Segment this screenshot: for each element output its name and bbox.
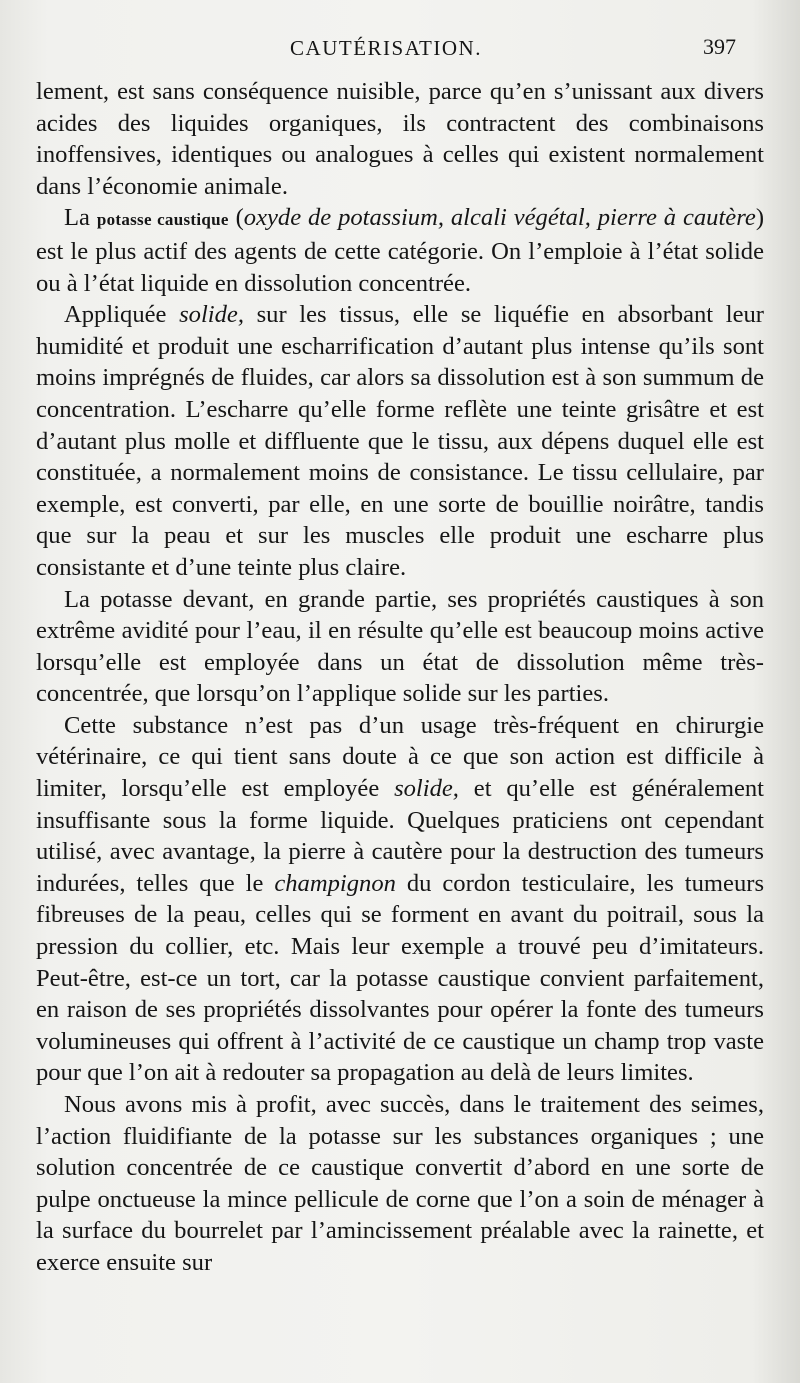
text-run: sur les tissus, elle se liquéfie en absorbant leur humidité et produit une escharrification d’autant plus intense qu’ils sont moins imprégnés de fluides, car alors sa dissolution est à son summum de concentration. L’escharre qu’elle forme reflète une teinte grisâtre et est d’autant plus molle et diffluente que le tissu, aux dépens duquel elle est constituée, a normalement moins de consistance. Le tissu cellulaire, par exemple, est converti, par elle, en une sorte de bouillie noirâtre, tandis que sur la peau et sur les muscles elle produit une escharre plus consistante et d’une teinte plus claire. <box>36 301 764 581</box>
running-title: CAUTÉRISATION. <box>290 36 482 60</box>
text-run: Nous avons mis à profit, avec succès, dans le traitement des seimes, l’action fluidifiante de la potasse sur les substances organiques ; une solution concentrée de ce caustique convertit d’abord en une sorte de pulpe onctueuse la mince pellicule de corne que l’on a soin de ménager à la surface du bourrelet par l’amincissement préalable avec la rainette, et exerce ensuite sur <box>36 1091 764 1276</box>
paragraph <box>36 299 764 583</box>
paragraph <box>36 1089 764 1279</box>
text-run: La <box>64 204 97 232</box>
paragraph <box>36 710 764 1089</box>
text-run: ( <box>228 204 244 232</box>
text-run: et qu’elle est généralement insuffisante sous la forme liquide. Quelques praticiens ont cependant utilisé, avec avantage, la pierre à cautère pour la destruction des tumeurs indurées, telles que le <box>36 775 765 897</box>
text-run: La potasse devant, en grande partie, ses propriétés caustiques à son extrême avidité pour l’eau, il en résulte qu’elle est beaucoup moins active lorsqu’elle est employée dans un état de dissolution même très-concentrée, que lorsqu’on l’applique solide sur les parties. <box>36 585 764 708</box>
italic-text: solide, <box>179 301 244 329</box>
page-number: 397 <box>703 34 736 59</box>
running-head <box>36 30 736 66</box>
small-caps-term: potasse caustique <box>96 210 229 230</box>
text-run: lement, est sans conséquence nuisible, parce qu’en s’unissant aux divers acides des liquides organiques, ils contractent des combinaisons inoffensives, identiques ou analogues à celles qui existent normalement dans l’économie animale. <box>36 78 764 200</box>
body-text <box>36 76 764 1279</box>
text-run: Cette substance n’est pas d’un usage très-fréquent en chirurgie vétérinaire, ce qui tient sans doute à ce que son action est difficile à limiter, lorsqu’elle est employée <box>36 711 764 803</box>
text-run: du cordon testiculaire, les tumeurs fibreuses de la peau, celles qui se forment en avant du poitrail, sous la pression du collier, etc. Mais leur exemple a trouvé peu d’imitateurs. Peut-être, est-ce un tort, car la potasse caustique convient parfaitement, en raison de ses propriétés dissolvantes pour opérer la fonte des tumeurs volumineuses qui offrent à l’activité de ce caustique un champ trop vaste pour que l’on ait à redouter sa propagation au delà de leurs limites. <box>36 869 765 1087</box>
text-run: ) est le plus actif des agents de cette catégorie. On l’emploie à l’état solide ou à l’état liquide en dissolution concentrée. <box>36 204 765 297</box>
italic-text: solide, <box>394 775 459 803</box>
paragraph <box>36 76 764 202</box>
paragraph <box>36 584 764 710</box>
text-run: Appliquée <box>64 301 180 329</box>
italic-text: champignon <box>274 869 396 897</box>
paragraph <box>36 202 764 299</box>
italic-text: oxyde de potassium, alcali végétal, pierre à cautère <box>243 204 756 232</box>
